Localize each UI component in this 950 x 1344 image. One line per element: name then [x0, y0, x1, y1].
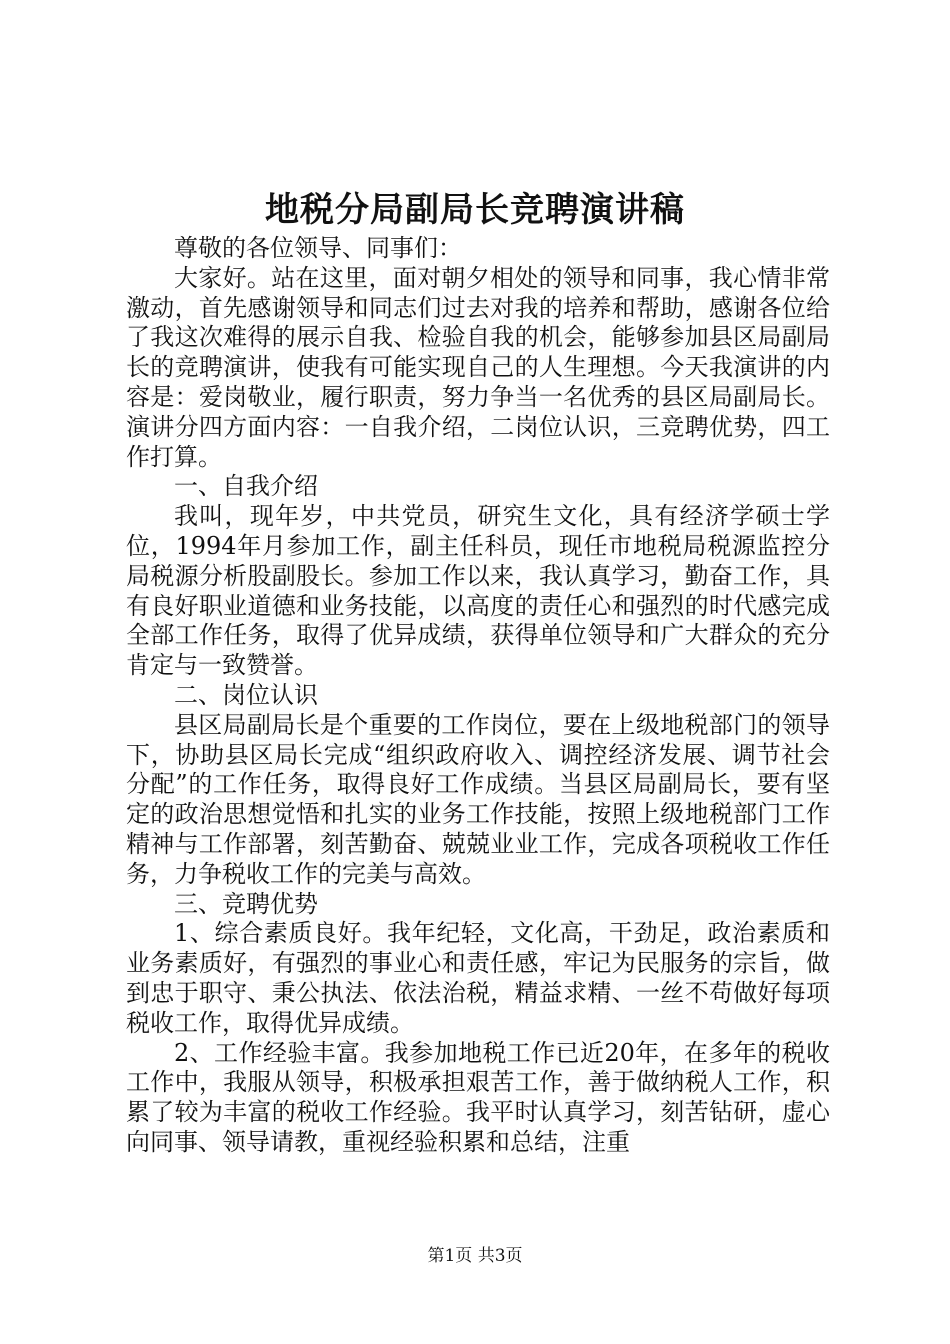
position-understanding-paragraph: 县区局副局长是个重要的工作岗位，要在上级地税部门的领导下，协助县区局长完成“组织政府收入、调控经济发展、调节社会分配”的工作任务，取得良好工作成绩。当县区局副局长，要有坚定的政治思想觉悟和扎实的业务工作技能，按照上级地税部门工作精神与工作部署，刻苦勤奋、兢兢业业工作，完成各项税收工作任务，力争税收工作的完美与高效。	[126, 710, 830, 888]
opening-paragraph: 大家好。站在这里，面对朝夕相处的领导和同事，我心情非常激动，首先感谢领导和同志们过去对我的培养和帮助，感谢各位给了我这次难得的展示自我、检验自我的机会，能够参加县区局副局长的竞聘演讲，使我有可能实现自己的人生理想。今天我演讲的内容是：爱岗敬业，履行职责，努力争当一名优秀的县区局副局长。演讲分四方面内容：一自我介绍，二岗位认识，三竞聘优势，四工作打算。	[126, 263, 830, 471]
salutation-paragraph: 尊敬的各位领导、同事们：	[174, 234, 462, 262]
section-heading-self-introduction: 一、自我介绍	[174, 472, 318, 501]
advantage-paragraph-2: 2、工作经验丰富。我参加地税工作已近20年，在多年的税收工作中，我服从领导，积极承担艰苦工作，善于做纳税人工作，积累了较为丰富的税收工作经验。我平时认真学习，刻苦钻研，虚心向同事、领导请教，重视经验积累和总结，注重	[126, 1038, 830, 1156]
section-heading-position-understanding: 二、岗位认识	[174, 680, 318, 709]
section-heading-advantages: 三、竞聘优势	[174, 889, 318, 918]
advantage-paragraph-1: 1、综合素质良好。我年纪轻，文化高，干劲足，政治素质和业务素质好，有强烈的事业心和责任感，牢记为民服务的宗旨，做到忠于职守、秉公执法、依法治税，精益求精、一丝不苟做好每项税收工作，取得优异成绩。	[126, 919, 830, 1037]
self-introduction-paragraph: 我叫，现年岁，中共党员，研究生文化，具有经济学硕士学位，1994年月参加工作，副主任科员，现任市地税局税源监控分局税源分析股副股长。参加工作以来，我认真学习，勤奋工作，具有良好职业道德和业务技能，以高度的责任心和强烈的时代感完成全部工作任务，取得了优异成绩，获得单位领导和广大群众的充分肯定与一致赞誉。	[126, 502, 830, 680]
page-footer: 第1页 共3页	[427, 1246, 523, 1266]
document-body	[126, 234, 830, 1158]
document-title: 地税分局副局长竞聘演讲稿	[265, 190, 685, 230]
